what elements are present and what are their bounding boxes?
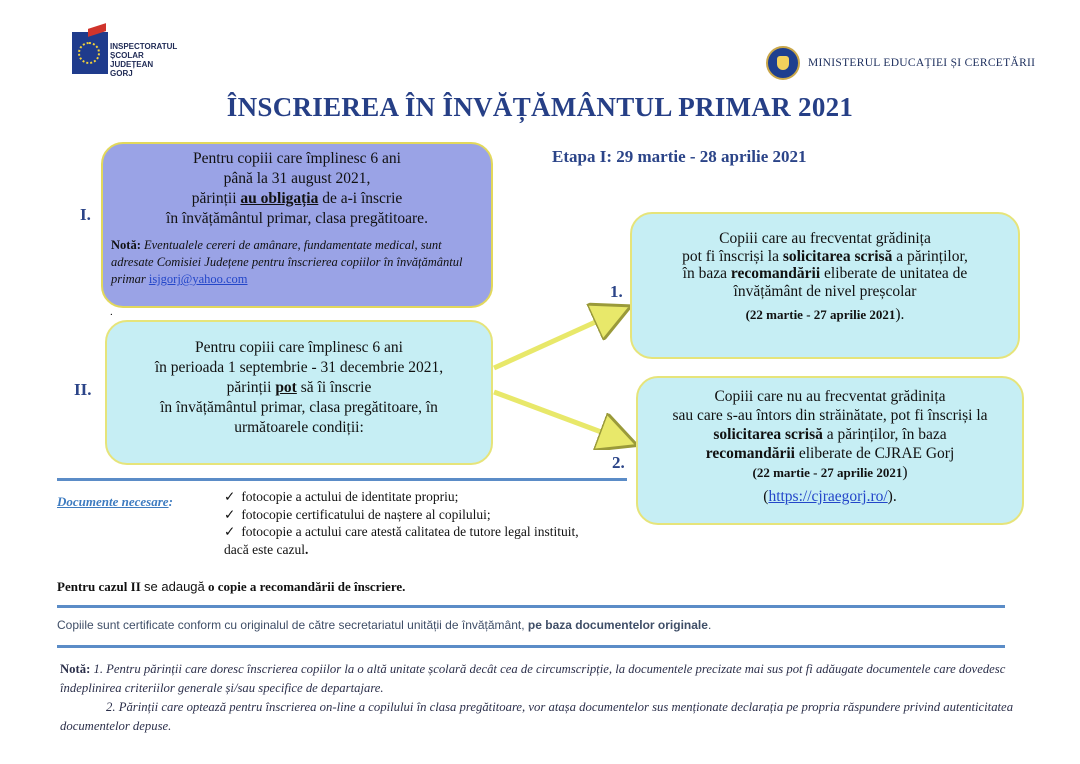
arrow-to-option-1-icon: [494, 310, 622, 368]
documents-label: Documente necesare:: [57, 494, 173, 509]
option-1-line4: învățământ de nivel preșcolar: [733, 282, 917, 300]
option-2-link-line: (https://cjraegorj.ro/).: [763, 488, 897, 505]
section-2-line4: în învățământul primar, clasa pregătitoare, în: [160, 399, 438, 416]
option-1-line1: Copiii care au frecventat grădinița: [719, 230, 931, 247]
obligation-emphasis: au obligația: [240, 190, 319, 207]
stray-dot: .: [110, 306, 113, 318]
option-1-line3: în baza recomandării eliberate de unitatea de: [682, 265, 968, 282]
final-note: [60, 660, 1040, 736]
divider-1: [57, 478, 627, 481]
section-2-line3: părinții pot să îi înscrie: [226, 379, 372, 396]
section-1-numeral: I.: [80, 205, 91, 224]
section-2-line2: în perioada 1 septembrie - 31 decembrie 2021,: [154, 359, 444, 376]
section-1-line1: Pentru copiii care împlinesc 6 ani: [193, 150, 401, 167]
may-emphasis: pot: [275, 379, 297, 396]
ministry-logo: [766, 44, 1036, 84]
checkmark-icon: ✓: [224, 489, 236, 504]
ministry-name: MINISTERUL EDUCAȚIEI ȘI CERCETĂRII: [808, 57, 1036, 69]
option-2-number: 2.: [612, 453, 625, 472]
documents-list: [224, 488, 579, 558]
final-note-2: 2. Părinții care optează pentru înscrierea on-line a copilului în clasa pregătitoare, vor atașa documentelor sus menționate declarația pe propria răspundere privind autenticitatea documentelor depuse.: [60, 700, 1014, 733]
section-2-line1: Pentru copiii care împlinesc 6 ani: [195, 339, 403, 356]
option-2-line2: sau care s-au întors din străinătate, pot fi înscriși la: [672, 407, 988, 424]
isj-logo: [70, 26, 182, 82]
romania-coat-of-arms-icon: [766, 46, 800, 80]
divider-3: [57, 645, 1005, 648]
option-1-box: [630, 212, 1020, 359]
page-title: ÎNSCRIEREA ÎN ÎNVĂȚĂMÂNTUL PRIMAR 2021: [226, 92, 854, 122]
section-1-line4: în învățământul primar, clasa pregătitoare.: [166, 210, 428, 227]
section-1-note: Notă: Eventualele cereri de amânare, fundamentate medical, sunt adresate Comisiei Județene pentru înscrierea copiilor în învățământul primar isjgorj@yahoo.com: [111, 238, 463, 286]
section-1-box: [101, 142, 493, 308]
option-1-dates: (22 martie - 27 aprilie 2021).: [745, 306, 905, 323]
cjrae-link[interactable]: https://cjraegorj.ro/: [768, 488, 888, 505]
document-item: ✓ fotocopie a actului de identitate propriu;: [224, 489, 459, 504]
email-link[interactable]: isjgorj@yahoo.com: [148, 272, 248, 286]
arrow-to-option-2-icon: [494, 392, 628, 442]
option-2-line1: Copiii care nu au frecventat grădinița: [714, 388, 946, 405]
document-item: ✓ fotocopie a actului care atestă calitatea de tutore legal instituit,: [224, 524, 579, 539]
checkmark-icon: ✓: [224, 506, 236, 522]
option-2-box: [636, 376, 1024, 525]
certification-note: Copiile sunt certificate conform cu originalul de către secretariatul unității de învățământ, pe baza documentelor originale.: [57, 618, 712, 632]
section-2-box: [105, 320, 493, 465]
section-1-line2: până la 31 august 2021,: [223, 170, 371, 187]
option-1-number: 1.: [610, 282, 623, 301]
isj-logo-text: INSPECTORATUL ȘCOLAR JUDEȚEAN GORJ: [110, 42, 178, 78]
section-2-numeral: II.: [74, 380, 92, 399]
option-1-line2: pot fi înscriși la solicitarea scrisă a părinților,: [682, 247, 968, 265]
case-2-note: Pentru cazul II se adaugă o copie a recomandării de înscriere.: [57, 579, 406, 594]
option-2-dates: (22 martie - 27 aprilie 2021): [752, 464, 908, 481]
document-item-continuation: dacă este cazul.: [224, 541, 309, 557]
final-note-1: Notă: 1. Pentru părinții care doresc înscrierea copiilor la o altă unitate școlară decât cea de circumscripție, la documentele precizate mai sus pot fi adăugate documentele care dovedesc îndeplinirea criteriilor generale și/sau specifice de departajare.: [60, 662, 1006, 695]
stage-dates: Etapa I: 29 martie - 28 aprilie 2021: [552, 147, 807, 166]
document-item: ✓ fotocopie certificatului de naștere al copilului;: [224, 506, 491, 522]
section-1-line3: părinții au obligația de a-i înscrie: [191, 190, 403, 207]
checkmark-icon: ✓: [224, 524, 236, 539]
eu-flag-icon: [72, 32, 108, 74]
option-2-line3: solicitarea scrisă a părinților, în baza: [713, 426, 947, 443]
arrows-graphic: [488, 300, 638, 450]
section-2-line5: următoarele condiții:: [234, 419, 364, 436]
divider-2: [57, 605, 1005, 608]
option-2-line4: recomandării eliberate de CJRAE Gorj: [705, 445, 955, 462]
